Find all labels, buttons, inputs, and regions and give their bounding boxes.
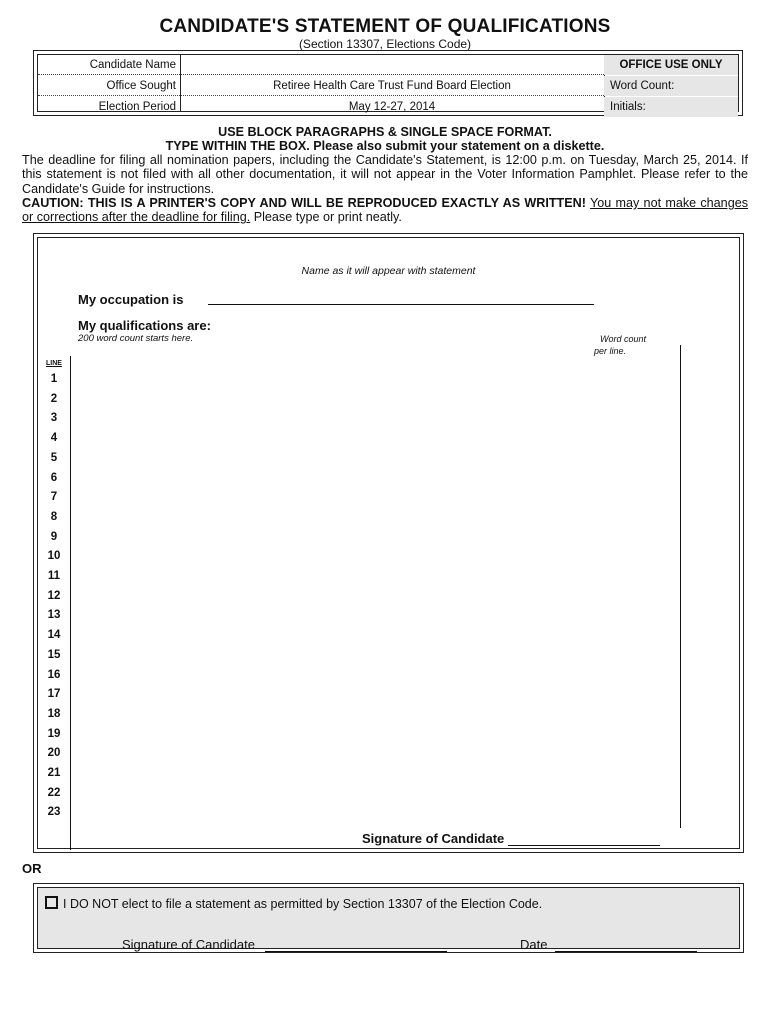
- line-number: 9: [50, 530, 58, 543]
- line-number: 14: [47, 629, 61, 642]
- election-period-label: Election Period: [98, 101, 176, 113]
- decline-date: [520, 937, 697, 952]
- candidate-name-label: Candidate Name: [89, 59, 176, 71]
- word-count-column-divider: [680, 345, 681, 828]
- line-number: 17: [47, 688, 61, 701]
- decline-signature-label: Signature of Candidate: [122, 937, 255, 952]
- signature-line[interactable]: [508, 845, 660, 846]
- caution-underlined-text: You may not make changes or corrections after the deadline for filing.: [22, 196, 748, 225]
- decline-date-line[interactable]: [555, 951, 697, 952]
- line-number: 21: [47, 767, 61, 779]
- word-count-label: Word Count:: [604, 76, 738, 96]
- or-label: OR: [22, 861, 42, 876]
- initials-label: Initials:: [604, 97, 738, 117]
- line-number-column: [38, 356, 71, 850]
- line-number: 13: [47, 609, 61, 622]
- caution-bold-text: CAUTION: THIS IS A PRINTER'S COPY AND WILL BE REPRODUCED EXACTLY AS WRITTEN!: [22, 196, 586, 210]
- election-period-value: May 12-27, 2014: [348, 101, 436, 113]
- word-count-per-line-note-2: per line.: [594, 346, 627, 356]
- instruction-type-within: TYPE WITHIN THE BOX. Please also submit your statement on a diskette.: [165, 139, 605, 153]
- candidate-info-table: [33, 50, 743, 116]
- line-number: 12: [47, 589, 61, 602]
- occupation-label: My occupation is: [78, 292, 184, 307]
- decline-option: [45, 896, 542, 911]
- word-count-start-note: 200 word count starts here.: [78, 333, 194, 344]
- line-number: 1: [50, 373, 58, 385]
- statement-text-area[interactable]: [71, 356, 679, 828]
- occupation-field[interactable]: [208, 304, 594, 305]
- office-use-only-label: OFFICE USE ONLY: [604, 55, 738, 75]
- line-header: LINE: [46, 360, 62, 367]
- line-number: 19: [47, 727, 61, 740]
- word-count-per-line-note-1: Word count: [600, 334, 647, 344]
- form-title: CANDIDATE'S STATEMENT OF QUALIFICATIONS: [159, 16, 611, 37]
- form-subtitle: (Section 13307, Elections Code): [298, 37, 472, 51]
- statement-box: [33, 233, 744, 853]
- line-number: 8: [50, 510, 58, 523]
- signature-label: Signature of Candidate: [362, 831, 660, 846]
- qualifications-label: My qualifications are:: [78, 318, 211, 333]
- deadline-paragraph: The deadline for filing all nomination papers, including the Candidate's Statement, is 12:00 p.m. on Tuesday, March 25, 2014. If this statement is not filed with all other documentation, it will not appear in the Voter Information Pamphlet. Please refer to the Candidate's Guide for instructions.: [22, 153, 748, 196]
- line-number: 18: [47, 707, 61, 720]
- line-number: 5: [50, 451, 58, 464]
- decline-signature: [122, 937, 447, 952]
- decline-statement-box: [33, 883, 744, 953]
- decline-checkbox-label: I DO NOT elect to file a statement as permitted by Section 13307 of the Election Code.: [63, 897, 543, 911]
- line-number: 2: [50, 392, 58, 405]
- line-number: 23: [47, 806, 61, 819]
- line-number: 7: [50, 491, 58, 504]
- caution-tail-text: Please type or print neatly.: [250, 210, 402, 225]
- name-caption: Name as it will appear with statement: [301, 265, 476, 277]
- line-number: 15: [47, 648, 61, 661]
- line-number: 11: [47, 570, 61, 582]
- line-number: 20: [47, 747, 61, 760]
- decline-checkbox[interactable]: [45, 896, 58, 909]
- line-number: 3: [50, 412, 58, 425]
- office-sought-label: Office Sought: [106, 80, 176, 92]
- decline-signature-line[interactable]: [265, 951, 447, 952]
- line-number: 6: [50, 471, 58, 484]
- office-sought-value: Retiree Health Care Trust Fund Board Election: [273, 80, 511, 92]
- line-number: 4: [50, 432, 58, 445]
- line-number: 22: [47, 786, 61, 799]
- line-number: 16: [47, 668, 61, 681]
- caution-paragraph: [22, 196, 748, 225]
- instruction-format: USE BLOCK PARAGRAPHS & SINGLE SPACE FORMAT.: [218, 125, 552, 139]
- line-number: 10: [47, 550, 61, 563]
- decline-date-label: Date: [520, 937, 548, 952]
